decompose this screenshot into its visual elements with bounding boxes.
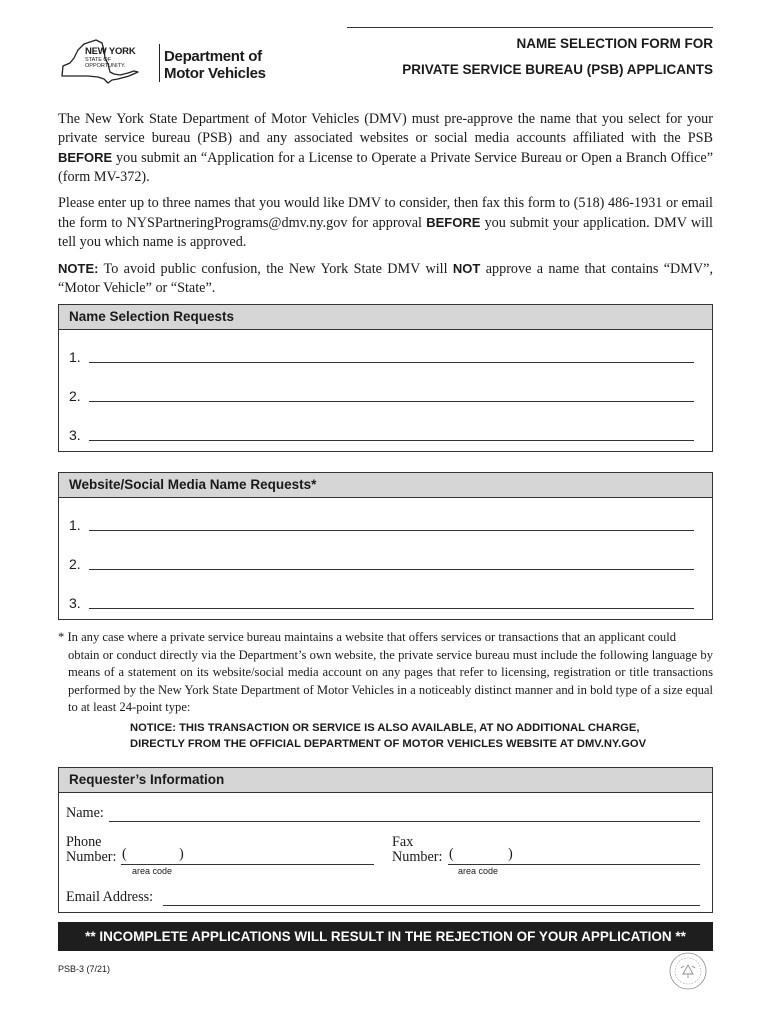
name-request-3-number: 3. bbox=[69, 427, 81, 443]
intro-p1-emphasis: BEFORE bbox=[58, 150, 113, 165]
requester-info-heading: Requester’s Information bbox=[59, 768, 712, 793]
phone-label-line2: Number: bbox=[66, 849, 117, 865]
fax-area-close-paren: ) bbox=[508, 846, 513, 862]
logo-state-of: STATE OF bbox=[85, 57, 112, 63]
logo-agency-line2: Motor Vehicles bbox=[164, 65, 266, 82]
name-request-1-field[interactable] bbox=[69, 345, 694, 365]
note-paragraph bbox=[58, 259, 713, 298]
website-request-2-field[interactable] bbox=[69, 552, 694, 572]
name-request-1-line[interactable] bbox=[89, 362, 694, 363]
intro-p2-text-b: you submit your application. DMV will tell you which name is approved. bbox=[58, 215, 713, 250]
note-text-b: approve a name that contains “DMV”, “Motor Vehicle” or “State”. bbox=[58, 261, 713, 296]
name-selection-heading: Name Selection Requests bbox=[59, 305, 712, 330]
name-request-2-line[interactable] bbox=[89, 401, 694, 402]
fax-input-line[interactable] bbox=[448, 864, 700, 865]
form-number: PSB-3 (7/21) bbox=[58, 964, 111, 974]
note-emphasis: NOT bbox=[452, 261, 481, 276]
website-request-3-field[interactable] bbox=[69, 591, 694, 611]
website-request-3-number: 3. bbox=[69, 595, 81, 611]
logo-divider bbox=[159, 44, 160, 82]
rejection-warning-banner: ** INCOMPLETE APPLICATIONS WILL RESULT IN THE REJECTION OF YOUR APPLICATION ** bbox=[58, 922, 713, 951]
website-request-2-line[interactable] bbox=[89, 569, 694, 570]
logo-opportunity: OPPORTUNITY. bbox=[85, 63, 126, 69]
notice-line-1: NOTICE: THIS TRANSACTION OR SERVICE IS ALSO AVAILABLE, AT NO ADDITIONAL CHARGE, bbox=[130, 722, 640, 734]
recycled-paper-seal-icon bbox=[662, 951, 714, 991]
intro-p1-text-b: you submit an “Application for a License to Operate a Private Service Bureau or Open a Branch Office” (form MV-372). bbox=[58, 150, 713, 185]
website-request-1-field[interactable] bbox=[69, 513, 694, 533]
phone-area-code-caption: area code bbox=[132, 866, 173, 876]
intro-paragraph-2 bbox=[58, 194, 713, 252]
fax-area-open-paren: ( bbox=[449, 846, 454, 862]
website-request-2-number: 2. bbox=[69, 556, 81, 572]
required-notice-text bbox=[130, 720, 690, 752]
name-selection-box bbox=[58, 304, 713, 452]
intro-p2-emphasis: BEFORE bbox=[426, 215, 481, 230]
requester-info-box bbox=[58, 767, 713, 913]
name-request-3-field[interactable] bbox=[69, 423, 694, 443]
logo-agency-line1: Department of bbox=[164, 48, 262, 65]
website-name-heading: Website/Social Media Name Requests* bbox=[59, 473, 712, 498]
notice-line-2: DIRECTLY FROM THE OFFICIAL DEPARTMENT OF MOTOR VEHICLES WEBSITE AT DMV.NY.GOV bbox=[130, 738, 647, 750]
fax-label-line1: Fax bbox=[392, 834, 414, 850]
intro-p2-text-a: Please enter up to three names that you would like DMV to consider, then fax this form to (518) 486-1931 or email the form to NYSPartneringPrograms@dmv.ny.gov for approval bbox=[58, 195, 713, 231]
website-footnote bbox=[58, 629, 713, 717]
name-request-2-field[interactable] bbox=[69, 384, 694, 404]
email-input-line[interactable] bbox=[163, 905, 700, 906]
phone-area-close-paren: ) bbox=[179, 846, 184, 862]
website-request-3-line[interactable] bbox=[89, 608, 694, 609]
website-name-box bbox=[58, 472, 713, 620]
phone-label-line1: Phone bbox=[66, 834, 102, 850]
intro-p1-text-a: The New York State Department of Motor Vehicles (DMV) must pre-approve the name that you select for your private service bureau (PSB) and any associated websites or social media accounts affiliated with the PSB bbox=[58, 111, 713, 146]
name-request-2-number: 2. bbox=[69, 388, 81, 404]
website-request-1-number: 1. bbox=[69, 517, 81, 533]
fax-area-code-caption: area code bbox=[458, 866, 499, 876]
dmv-logo bbox=[58, 36, 278, 86]
note-label: NOTE: bbox=[58, 261, 99, 276]
name-label: Name: bbox=[66, 805, 104, 821]
form-title-line2: PRIVATE SERVICE BUREAU (PSB) APPLICANTS bbox=[402, 62, 713, 77]
footnote-first-line: * In any case where a private service bureau maintains a website that offers services or transactions that an applicant could bbox=[58, 630, 677, 644]
email-label: Email Address: bbox=[66, 889, 154, 905]
header-rule bbox=[347, 27, 713, 28]
note-text-a: To avoid public confusion, the New York State DMV will bbox=[98, 261, 453, 277]
website-request-1-line[interactable] bbox=[89, 530, 694, 531]
phone-area-open-paren: ( bbox=[122, 846, 127, 862]
intro-paragraph-1 bbox=[58, 110, 713, 187]
footnote-continuation: obtain or conduct directly via the Department’s own website, the private service bureau must include the following language by means of a statement on its website/social media account on any pages that refer to licensing, registration or title transactions performed by the New York State Department of Motor Vehicles in a noticeably distinct manner and in bold type of a size equal to at least 24-point type: bbox=[68, 647, 713, 714]
form-title-line1: NAME SELECTION FORM FOR bbox=[516, 36, 713, 51]
name-request-3-line[interactable] bbox=[89, 440, 694, 441]
name-input-line[interactable] bbox=[109, 821, 700, 822]
name-request-1-number: 1. bbox=[69, 349, 81, 365]
fax-label-line2: Number: bbox=[392, 849, 443, 865]
phone-input-line[interactable] bbox=[121, 864, 374, 865]
logo-state-name: NEW YORK bbox=[85, 46, 136, 57]
